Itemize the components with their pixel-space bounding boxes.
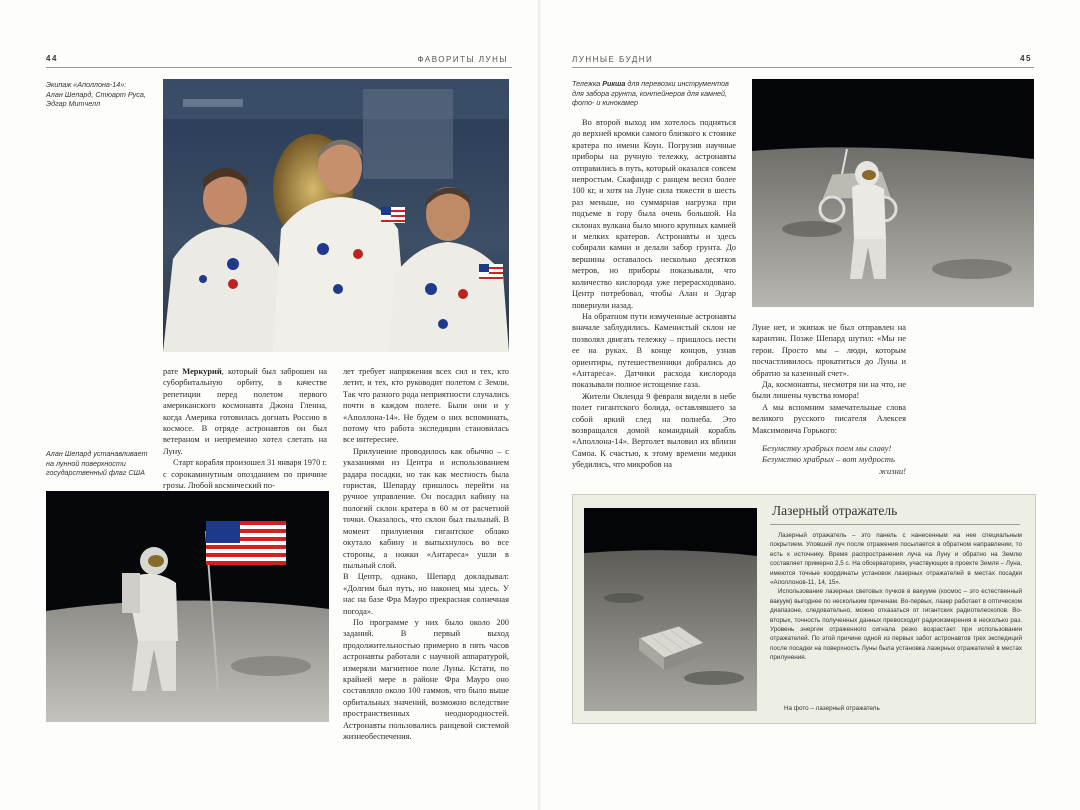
right-running-title: ЛУННЫЕ БУДНИ <box>572 55 654 64</box>
quote-line: жизни! <box>878 465 906 476</box>
paragraph: А мы вспомним замечательные слова великого русского писателя Алексея Максимовича Горького: <box>752 402 906 435</box>
text-fragment: Тележка <box>572 79 603 88</box>
crew-photo <box>163 79 509 352</box>
paragraph <box>163 366 327 457</box>
left-running-title: ФАВОРИТЫ ЛУНЫ <box>417 55 508 64</box>
paragraph: Прилунение проводилось как обычно – с указаниями из Центра и использованием радара посадки, но так как местность была гористая, Шепарду пришлось перейти на ручное управление. Он посадил кабину на пологий склон кратера в 60 м от расчетной точки. Оказалось, что склон был пыльный. В момент прилунения гигантское облако окутало кабину и выпыхнулось во все стороны, а ножки «Антареса» ушли в пыльный слой. <box>343 446 509 570</box>
sidebar-title-rule <box>770 524 1020 525</box>
text-fragment: рате <box>163 367 183 376</box>
paragraph: Использование лазерных световых пучков в вакууме (космос – это естественный вакуум) выгоднее по нескольким причинам. Во-первых, лазер работает в оптическом диапазоне, следовательно, можно отказаться от гигантских радиотелескопов. Во-вторых, точность полученных данных превосходит радиоизмерения в несколько раз. Уровень энергии отраженного сигнала резко возрастает при использовании отражателей. По этой причине одной из первых забот астронавтов трех экспедиций после посадки на поверхность Луны была установка лазерных отражателей в местах прилунения. <box>770 588 1022 662</box>
flag-photo <box>46 491 329 722</box>
caption-line: Алан Шепард устанавливает <box>46 449 148 458</box>
page-number-right: 45 <box>1020 54 1032 63</box>
crew-photo-caption <box>46 80 156 109</box>
paragraph: На обратном пути измученные астронавты вначале заблудились. Каменистый склон не позволял двигать тележку – пришлось нести ее на руках. В конце концов, узнав ориентиры, путешественники добрались до «Антареса». Датчики расхода кислорода показывали полное истощение газа. <box>572 311 736 390</box>
sidebar-text <box>770 531 1022 663</box>
right-text-column-2 <box>752 322 906 436</box>
paragraph: По программе у них было около 200 заданий. В первый выход продолжительностью примерно в пять часов астронавты работали с научной аппаратурой, измеряли магнитное поле Луны. Кстати, по крайней мере в районе Фра Мауро оно составляло около 100 гаммов, что было выше орбитальных значений, возможно вследствие пространственных неоднородностей. Астронавты пользовались ранцевой системой жизнеобеспечения. <box>343 617 509 741</box>
text-fragment: , который был заброшен на суборбитальную орбиту, в качестве репетиции перед полетом первого американского космонавта Джона Гленна, когда Америка готовилась догнать Россию в космосе. В отряде астронавтов он был ветераном и непременно хотел слетать на Луну. <box>163 367 327 456</box>
caption-line: государственный флаг США <box>46 468 145 478</box>
paragraph: Да, космонавты, несмотря ни на что, не были лишены чувства юмора! <box>752 380 906 401</box>
paragraph: Во второй выход им хотелось подняться до верхней кромки самого близкого к стоянке кратера по имени Коун. Погрузив научные приборы на ручную тележку, астронавты отправились в путь, который оказался совсем непростым. Скафандр с ранцем весил более 100 кг, и хотя на Луне сила тяжести в шесть раз меньше, но суммарная нагрузка при подъеме в гору была очень большой. На склонах вулкана было много крупных камней и мелких кратеров. Астронавты и здесь собирали камни и делали забор грунта. До вершины оставалось несколько десятков метров, но приборы показывали, что количество кислорода уже перерасходовано. Центр потребовал, чтобы Алан и Эдгар повернули назад. <box>572 118 736 310</box>
right-running-header <box>572 53 1034 68</box>
caption-line: Алан Шепард, Стюарт Руса, <box>46 89 146 99</box>
bold-term: Меркурий <box>182 367 222 376</box>
cart-photo <box>752 79 1034 307</box>
caption-line: Экипаж «Аполлона-14»: <box>46 80 127 89</box>
quote-line: Безумству храбрых поем мы славу! <box>762 443 892 453</box>
left-text-column-1 <box>163 366 327 491</box>
reflector-photo-caption: На фото – лазерный отражатель <box>784 705 880 712</box>
paragraph: лет требует напряжения всех сил и тех, кто летит, и тех, кто руководит полетом с Земли. Так что разного рода неприятности случались почти в каждом полете. Были они и у «Аполлона-14». Не будем о них вспоминать, потому что работа экспедиции становилась все интереснее. <box>343 367 509 445</box>
quote-line: Безумство храбрых – вот мудрость <box>762 454 895 465</box>
reflector-photo <box>584 508 757 711</box>
sidebar-title: Лазерный отражатель <box>772 503 898 518</box>
cart-photo-caption <box>572 79 732 108</box>
text-fragment: для перевозки инструментов для забора грунта, контейнеров для камней, фото- и кинокамер <box>572 79 729 108</box>
bold-term: Рикша <box>602 79 626 88</box>
flag-photo-caption <box>46 449 156 478</box>
caption-line: на лунной поверхности <box>46 458 126 468</box>
page-number-left: 44 <box>46 54 58 63</box>
paragraph: Жители Окленда 9 февраля видели в небе полет гигантского болида, оставлявшего за собой яркий след на полнеба. Это возвращался домой командный корабль «Аполлона-14». Вертолет выловил их вблизи Самоа. К счастью, к этому времени медики убедились, что микробов на <box>572 391 736 470</box>
left-text-column-2 <box>343 366 509 742</box>
caption-line: Эдгар Митчелл <box>46 99 101 109</box>
right-text-column-1 <box>572 117 736 471</box>
gorky-quote <box>762 443 906 477</box>
book-gutter <box>538 0 542 810</box>
paragraph: Луне нет, и экипаж не был отправлен на карантин. Позже Шепард шутил: «Мы не герои. Просто мы – люди, которым посчастливилось прокатиться до Луны и обратно за казенный счет». <box>752 323 906 378</box>
paragraph: В Центр, однако, Шепард докладывал: «Долгим был путь, но наконец мы здесь. У нас на базе Фра Мауро прекрасная солнечная погода». <box>343 572 509 616</box>
paragraph: Старт корабля произошел 31 января 1970 г. с сорокаминутным опозданием по причине грозы. Любой космический по- <box>163 458 327 491</box>
left-running-header <box>46 53 512 68</box>
paragraph: Лазерный отражатель – это панель с нанесенным на нее специальным покрытием. Уловший луч после отражения посылается в обратном направлении, то есть к источнику. Время распространения луча на Луну и обратно на Землю составляет примерно 2,5 с. На обсерваториях, участвующих в проекте Земля – Луна, имеются точные координаты установок лазерных отражателей в местах посадки «Аполлонов-11, 14, 15». <box>770 532 1022 587</box>
